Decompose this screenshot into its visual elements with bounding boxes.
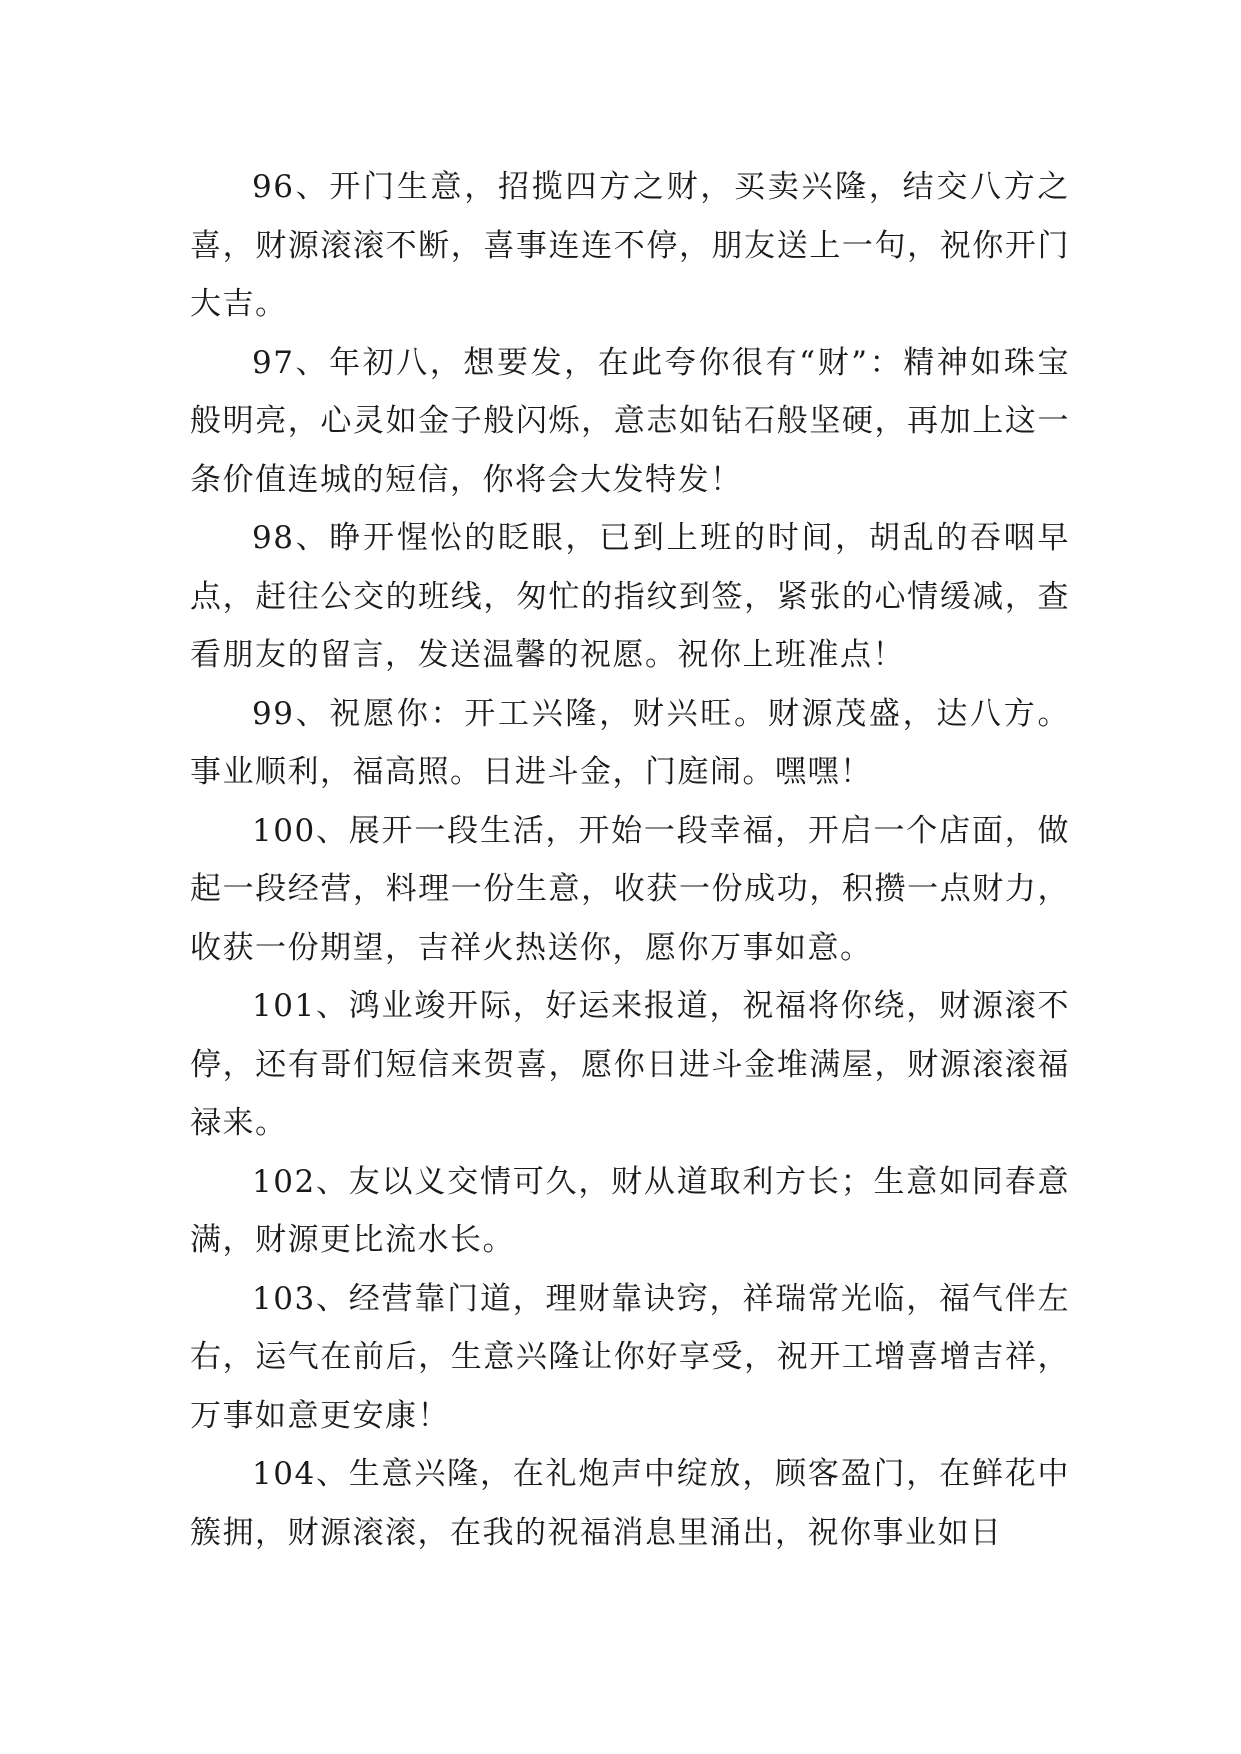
paragraph-96: 96、开门生意，招揽四方之财，买卖兴隆，结交八方之喜，财源滚滚不断，喜事连连不停，朋友送上一句，祝你开门大吉。 xyxy=(190,169,1070,322)
paragraph-102: 102、友以义交情可久，财从道取利方长；生意如同春意满，财源更比流水长。 xyxy=(190,1163,1070,1258)
paragraph-97: 97、年初八，想要发，在此夸你很有“财”：精神如珠宝般明亮，心灵如金子般闪烁，意志如钻石般坚硬，再加上这一条价值连城的短信，你将会大发特发！ xyxy=(190,344,1070,498)
document-body xyxy=(190,158,1070,1562)
paragraph-99: 99、祝愿你：开工兴隆，财兴旺。财源茂盛，达八方。事业顺利，福高照。日进斗金，门庭闹。嘿嘿！ xyxy=(190,695,1070,790)
paragraph-103: 103、经营靠门道，理财靠诀窍，祥瑞常光临，福气伴左右，运气在前后，生意兴隆让你好享受，祝开工增喜增吉祥，万事如意更安康！ xyxy=(190,1280,1070,1434)
paragraph-101: 101、鸿业竣开际，好运来报道，祝福将你绕，财源滚不停，还有哥们短信来贺喜，愿你日进斗金堆满屋，财源滚滚福禄来。 xyxy=(190,988,1070,1141)
paragraph-100: 100、展开一段生活，开始一段幸福，开启一个店面，做起一段经营，料理一份生意，收获一份成功，积攒一点财力，收获一份期望，吉祥火热送你，愿你万事如意。 xyxy=(190,812,1070,966)
paragraph-104: 104、生意兴隆，在礼炮声中绽放，顾客盈门，在鲜花中簇拥，财源滚滚，在我的祝福消息里涌出，祝你事业如日 xyxy=(190,1456,1070,1551)
paragraph-98: 98、睁开惺忪的眨眼，已到上班的时间，胡乱的吞咽早点，赶往公交的班线，匆忙的指纹到签，紧张的心情缓减，查看朋友的留言，发送温馨的祝愿。祝你上班准点！ xyxy=(190,520,1070,673)
